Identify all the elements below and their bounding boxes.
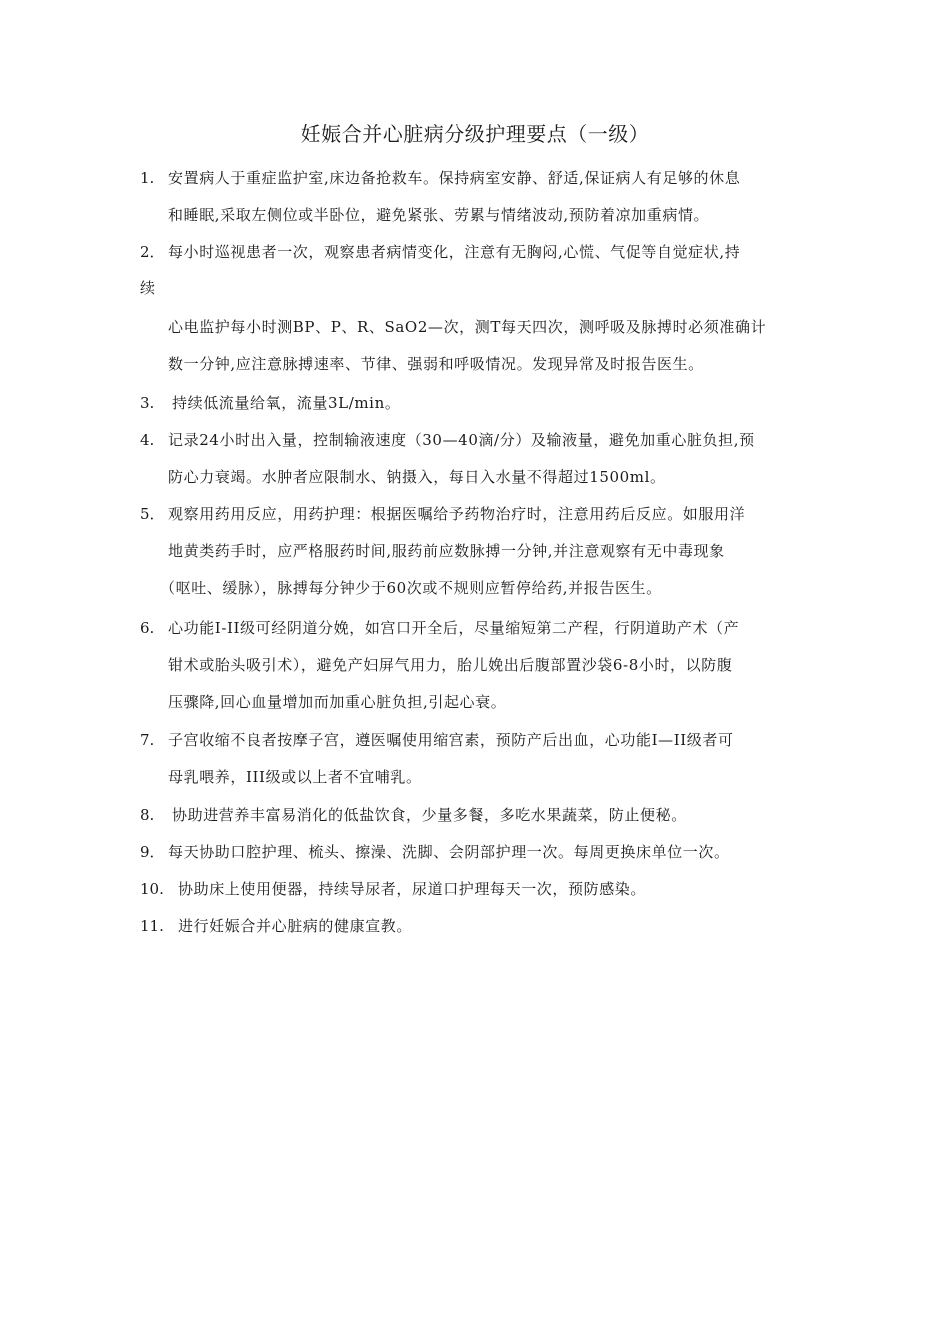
item-number: 8. [140,806,155,824]
item-number: 3. [140,394,155,412]
item-line: 协助床上使用便器，持续导尿者，尿道口护理每天一次，预防感染。 [178,880,647,898]
item-line: 数一分钟,应注意脉搏速率、节律、强弱和呼吸情况。发现异常及时报告医生。 [168,355,704,373]
item-line: 续 [140,279,156,297]
item-line: 压骤降,回心血量增加而加重心脏负担,引起心衰。 [168,693,507,711]
item-number: 7. [140,731,155,749]
item-line: 心电监护每小时测BP、P、R、SaO2—次，测T每天四次，测呼吸及脉搏时必须准确计 [168,318,767,336]
item-line: 钳术或胎头吸引术），避免产妇屏气用力，胎儿娩出后腹部置沙袋6-8小时，以防腹 [168,656,733,674]
item-number: 5． [140,505,165,523]
item-line: 安置病人于重症监护室,床边备抢救车。保持病室安静、舒适,保证病人有足够的休息 [168,169,741,187]
item-line: 地黄类药手时，应严格服药时间,服药前应数脉搏一分钟,并注意观察有无中毒现象 [168,542,725,560]
item-line: 每天协助口腔护理、梳头、擦澡、洗脚、会阴部护理一次。每周更换床单位一次。 [168,843,730,861]
item-line: （呕吐、缓脉），脉搏每分钟少于60次或不规则应暂停给药,并报告医生。 [160,579,662,597]
item-number: 2． [140,243,165,261]
item-number: 9． [140,843,165,861]
document-title: 妊娠合并心脏病分级护理要点（一级） [300,122,650,146]
item-number: 11. [140,917,164,935]
item-line: 和睡眠,采取左侧位或半卧位，避免紧张、劳累与情绪波动,预防着凉加重病情。 [168,206,710,224]
item-line: 防心力衰竭。水肿者应限制水、钠摄入，每日入水量不得超过1500ml。 [168,468,666,486]
item-line: 母乳喂养，III级或以上者不宜哺乳。 [168,768,422,786]
item-line: 子宫收缩不良者按摩子宫，遵医嘱使用缩宫素，预防产后出血，心功能I—II级者可 [168,731,734,749]
item-line: 心功能I-II级可经阴道分娩，如宫口开全后，尽量缩短第二产程，行阴道助产术（产 [168,619,740,637]
item-number: 6. [140,619,155,637]
item-number: 10. [140,880,164,898]
item-line: 每小时巡视患者一次，观察患者病情变化，注意有无胸闷,心慌、气促等自觉症状,持 [168,243,741,261]
item-line: 观察用药用反应，用药护理：根据医嘱给予药物治疗时，注意用药后反应。如服用洋 [168,505,746,523]
item-line: 协助进营养丰富易消化的低盐饮食，少量多餐，多吃水果蔬菜，防止便秘。 [172,806,687,824]
item-number: 4. [140,431,155,449]
item-line: 记录24小时出入量，控制输液速度（30—40滴/分）及输液量，避免加重心脏负担,预 [168,431,755,449]
item-line: 进行妊娠合并心脏病的健康宣教。 [178,917,413,935]
item-line: 持续低流量给氧，流量3L/min。 [172,394,401,412]
item-number: 1. [140,169,155,187]
